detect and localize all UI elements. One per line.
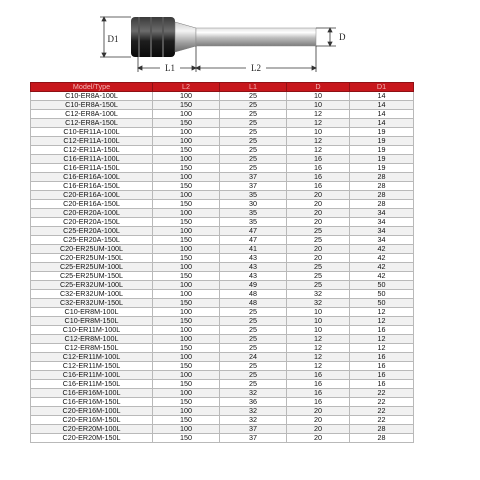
cell-l1: 35 [220, 218, 287, 227]
cell-d: 12 [287, 137, 350, 146]
cell-d: 10 [287, 326, 350, 335]
cell-l2: 100 [153, 110, 220, 119]
cell-model-type: C20-ER16A-100L [31, 191, 153, 200]
cell-l2: 100 [153, 173, 220, 182]
cell-l1: 43 [220, 254, 287, 263]
cell-l2: 150 [153, 434, 220, 443]
cell-l2: 100 [153, 191, 220, 200]
header-d1: D1 [350, 83, 414, 92]
cell-model-type: C10-ER11A-100L [31, 128, 153, 137]
table-row [31, 245, 414, 254]
cell-d1: 28 [350, 182, 414, 191]
cell-l1: 37 [220, 173, 287, 182]
cell-d1: 19 [350, 146, 414, 155]
cell-l1: 25 [220, 344, 287, 353]
cell-l1: 48 [220, 290, 287, 299]
table-row [31, 389, 414, 398]
cell-d: 16 [287, 155, 350, 164]
cell-model-type: C16-ER11A-100L [31, 155, 153, 164]
cell-d1: 14 [350, 110, 414, 119]
tool-holder-diagram [0, 0, 480, 82]
table-row [31, 353, 414, 362]
table-row [31, 407, 414, 416]
cell-l1: 25 [220, 92, 287, 101]
cell-l2: 150 [153, 254, 220, 263]
cell-l2: 150 [153, 272, 220, 281]
table-row [31, 272, 414, 281]
table-row [31, 290, 414, 299]
cell-l2: 150 [153, 119, 220, 128]
cell-d: 20 [287, 200, 350, 209]
cell-l1: 37 [220, 425, 287, 434]
cell-model-type: C25-ER25UM-100L [31, 263, 153, 272]
cell-l1: 25 [220, 137, 287, 146]
cell-d1: 19 [350, 164, 414, 173]
cell-l2: 100 [153, 227, 220, 236]
cell-l2: 150 [153, 218, 220, 227]
d1-label: D1 [107, 34, 119, 44]
cell-l1: 25 [220, 110, 287, 119]
cell-d: 12 [287, 344, 350, 353]
table-row [31, 380, 414, 389]
cell-model-type: C10-ER8A-100L [31, 92, 153, 101]
cell-l2: 100 [153, 326, 220, 335]
cell-l2: 150 [153, 344, 220, 353]
cell-l2: 150 [153, 299, 220, 308]
cell-model-type: C12-ER8A-150L [31, 119, 153, 128]
cell-d1: 22 [350, 398, 414, 407]
table-row [31, 182, 414, 191]
cell-l1: 32 [220, 416, 287, 425]
cell-d: 20 [287, 218, 350, 227]
cell-l1: 49 [220, 281, 287, 290]
table-row [31, 218, 414, 227]
cell-d1: 34 [350, 227, 414, 236]
l1-label: L1 [165, 63, 175, 73]
cell-l2: 150 [153, 101, 220, 110]
header-l2: L2 [153, 83, 220, 92]
cell-d1: 28 [350, 191, 414, 200]
cell-d1: 28 [350, 434, 414, 443]
cell-d1: 16 [350, 362, 414, 371]
cell-d1: 12 [350, 308, 414, 317]
cell-l2: 150 [153, 236, 220, 245]
table-row [31, 101, 414, 110]
cell-l2: 150 [153, 380, 220, 389]
cell-d1: 22 [350, 416, 414, 425]
cell-l2: 100 [153, 290, 220, 299]
cell-d1: 42 [350, 245, 414, 254]
cell-d: 10 [287, 308, 350, 317]
cell-model-type: C16-ER11A-150L [31, 164, 153, 173]
cell-model-type: C12-ER8M-100L [31, 335, 153, 344]
cell-d: 12 [287, 362, 350, 371]
table-row [31, 326, 414, 335]
cell-d: 10 [287, 317, 350, 326]
table-header-row [31, 83, 414, 92]
table-row [31, 335, 414, 344]
cell-model-type: C25-ER25UM-150L [31, 272, 153, 281]
cell-model-type: C16-ER11M-150L [31, 380, 153, 389]
cell-model-type: C20-ER20M-150L [31, 434, 153, 443]
table-row [31, 128, 414, 137]
cell-l1: 25 [220, 317, 287, 326]
cell-d: 16 [287, 398, 350, 407]
table-row [31, 299, 414, 308]
cell-model-type: C12-ER11M-150L [31, 362, 153, 371]
cell-l2: 100 [153, 371, 220, 380]
cell-l2: 150 [153, 200, 220, 209]
cell-model-type: C32-ER32UM-150L [31, 299, 153, 308]
cell-model-type: C10-ER11M-100L [31, 326, 153, 335]
cell-d: 25 [287, 227, 350, 236]
table-row [31, 137, 414, 146]
table-row [31, 398, 414, 407]
collet-nut [131, 17, 175, 57]
cell-d1: 22 [350, 407, 414, 416]
cell-model-type: C12-ER8M-150L [31, 344, 153, 353]
cell-d1: 19 [350, 128, 414, 137]
cell-model-type: C20-ER25UM-100L [31, 245, 153, 254]
cell-l2: 100 [153, 425, 220, 434]
cell-d1: 16 [350, 326, 414, 335]
cell-model-type: C32-ER32UM-100L [31, 290, 153, 299]
cell-l1: 41 [220, 245, 287, 254]
cell-l2: 100 [153, 155, 220, 164]
header-d: D [287, 83, 350, 92]
taper-body [175, 22, 196, 52]
table-row [31, 200, 414, 209]
cell-model-type: C20-ER16M-150L [31, 416, 153, 425]
cell-d: 16 [287, 173, 350, 182]
table-row [31, 308, 414, 317]
cell-d1: 42 [350, 254, 414, 263]
cell-d: 16 [287, 182, 350, 191]
cell-l1: 35 [220, 209, 287, 218]
cell-model-type: C20-ER16M-100L [31, 407, 153, 416]
table-row [31, 155, 414, 164]
cell-d: 20 [287, 245, 350, 254]
cell-l1: 32 [220, 389, 287, 398]
cell-d1: 19 [350, 137, 414, 146]
cell-l2: 150 [153, 164, 220, 173]
cell-l2: 100 [153, 137, 220, 146]
cell-l1: 25 [220, 155, 287, 164]
table-row [31, 227, 414, 236]
cell-l1: 37 [220, 434, 287, 443]
cell-model-type: C20-ER20A-100L [31, 209, 153, 218]
cell-l1: 47 [220, 236, 287, 245]
cell-l2: 100 [153, 281, 220, 290]
cell-l1: 25 [220, 371, 287, 380]
cell-d1: 22 [350, 389, 414, 398]
cell-model-type: C12-ER8A-100L [31, 110, 153, 119]
cell-l2: 100 [153, 128, 220, 137]
cell-d: 25 [287, 236, 350, 245]
cell-model-type: C25-ER32UM-100L [31, 281, 153, 290]
cell-d: 20 [287, 416, 350, 425]
cell-model-type: C16-ER16A-100L [31, 173, 153, 182]
cell-l2: 100 [153, 245, 220, 254]
cell-l2: 150 [153, 398, 220, 407]
cell-d1: 50 [350, 281, 414, 290]
cell-model-type: C20-ER20M-100L [31, 425, 153, 434]
cell-l2: 100 [153, 407, 220, 416]
cell-l2: 100 [153, 92, 220, 101]
table-row [31, 92, 414, 101]
cell-l1: 25 [220, 326, 287, 335]
cell-l1: 25 [220, 362, 287, 371]
cell-l2: 100 [153, 353, 220, 362]
cell-model-type: C12-ER11A-150L [31, 146, 153, 155]
cell-model-type: C12-ER11M-100L [31, 353, 153, 362]
cell-model-type: C20-ER16A-150L [31, 200, 153, 209]
cell-d1: 42 [350, 263, 414, 272]
spec-table [30, 82, 414, 443]
cell-l1: 25 [220, 146, 287, 155]
table-row [31, 344, 414, 353]
table-row [31, 416, 414, 425]
table-body [31, 92, 414, 443]
cell-d: 20 [287, 407, 350, 416]
cell-d1: 28 [350, 425, 414, 434]
cell-l2: 100 [153, 209, 220, 218]
cell-d: 20 [287, 191, 350, 200]
table-row [31, 362, 414, 371]
cell-d1: 34 [350, 218, 414, 227]
cell-model-type: C20-ER20A-150L [31, 218, 153, 227]
cell-d1: 16 [350, 371, 414, 380]
cell-d1: 28 [350, 200, 414, 209]
cell-d: 12 [287, 353, 350, 362]
header-model-type: Model/Type [31, 83, 153, 92]
cell-d1: 16 [350, 353, 414, 362]
d-label: D [339, 32, 346, 42]
cell-d: 16 [287, 380, 350, 389]
table-row [31, 434, 414, 443]
table-row [31, 173, 414, 182]
table-row [31, 263, 414, 272]
cell-d: 12 [287, 110, 350, 119]
cell-model-type: C10-ER8A-150L [31, 101, 153, 110]
cell-l2: 100 [153, 263, 220, 272]
table-row [31, 146, 414, 155]
cell-d: 16 [287, 389, 350, 398]
cell-d: 25 [287, 272, 350, 281]
table-row [31, 191, 414, 200]
cell-model-type: C25-ER20A-150L [31, 236, 153, 245]
cell-l2: 150 [153, 146, 220, 155]
shank [196, 28, 316, 46]
cell-d1: 14 [350, 92, 414, 101]
cell-l1: 37 [220, 182, 287, 191]
cell-model-type: C12-ER11A-100L [31, 137, 153, 146]
cell-d1: 42 [350, 272, 414, 281]
cell-d: 20 [287, 209, 350, 218]
table-row [31, 110, 414, 119]
cell-d1: 34 [350, 236, 414, 245]
cell-l1: 43 [220, 272, 287, 281]
cell-l2: 150 [153, 182, 220, 191]
cell-l2: 150 [153, 362, 220, 371]
l2-label: L2 [251, 63, 261, 73]
cell-model-type: C16-ER16A-150L [31, 182, 153, 191]
cell-d: 20 [287, 254, 350, 263]
d-dimension [316, 28, 336, 46]
cell-d1: 16 [350, 380, 414, 389]
cell-model-type: C16-ER16M-100L [31, 389, 153, 398]
cell-model-type: C10-ER8M-150L [31, 317, 153, 326]
cell-d1: 19 [350, 155, 414, 164]
cell-l1: 35 [220, 191, 287, 200]
cell-l1: 25 [220, 101, 287, 110]
cell-d: 10 [287, 92, 350, 101]
cell-d: 20 [287, 434, 350, 443]
cell-d: 32 [287, 290, 350, 299]
table-row [31, 119, 414, 128]
cell-l1: 32 [220, 407, 287, 416]
cell-d: 25 [287, 263, 350, 272]
cell-d: 12 [287, 335, 350, 344]
cell-model-type: C10-ER8M-100L [31, 308, 153, 317]
cell-d: 16 [287, 371, 350, 380]
cell-l1: 25 [220, 128, 287, 137]
cell-l2: 100 [153, 308, 220, 317]
cell-l1: 48 [220, 299, 287, 308]
cell-d1: 12 [350, 317, 414, 326]
cell-d: 20 [287, 425, 350, 434]
cell-d: 10 [287, 101, 350, 110]
cell-l1: 43 [220, 263, 287, 272]
cell-d1: 14 [350, 119, 414, 128]
cell-d1: 34 [350, 209, 414, 218]
cell-l1: 25 [220, 119, 287, 128]
table-row [31, 254, 414, 263]
cell-d1: 12 [350, 344, 414, 353]
cell-l1: 24 [220, 353, 287, 362]
cell-l1: 25 [220, 380, 287, 389]
cell-model-type: C16-ER16M-150L [31, 398, 153, 407]
table-row [31, 371, 414, 380]
cell-d1: 28 [350, 173, 414, 182]
cell-d1: 14 [350, 101, 414, 110]
table-row [31, 209, 414, 218]
cell-l1: 36 [220, 398, 287, 407]
cell-d: 10 [287, 128, 350, 137]
header-l1: L1 [220, 83, 287, 92]
cell-model-type: C16-ER11M-100L [31, 371, 153, 380]
cell-l1: 47 [220, 227, 287, 236]
cell-model-type: C20-ER25UM-150L [31, 254, 153, 263]
table-row [31, 164, 414, 173]
table-row [31, 425, 414, 434]
cell-d: 32 [287, 299, 350, 308]
table-row [31, 281, 414, 290]
cell-l1: 30 [220, 200, 287, 209]
cell-l2: 100 [153, 335, 220, 344]
cell-d: 25 [287, 281, 350, 290]
table-row [31, 236, 414, 245]
cell-l2: 150 [153, 416, 220, 425]
cell-d: 12 [287, 119, 350, 128]
table-row [31, 317, 414, 326]
cell-l1: 25 [220, 164, 287, 173]
cell-d1: 12 [350, 335, 414, 344]
cell-l1: 25 [220, 335, 287, 344]
cell-d1: 50 [350, 299, 414, 308]
cell-l1: 25 [220, 308, 287, 317]
cell-l2: 100 [153, 389, 220, 398]
cell-l2: 150 [153, 317, 220, 326]
cell-d: 16 [287, 164, 350, 173]
cell-model-type: C25-ER20A-100L [31, 227, 153, 236]
cell-d1: 50 [350, 290, 414, 299]
cell-d: 12 [287, 146, 350, 155]
